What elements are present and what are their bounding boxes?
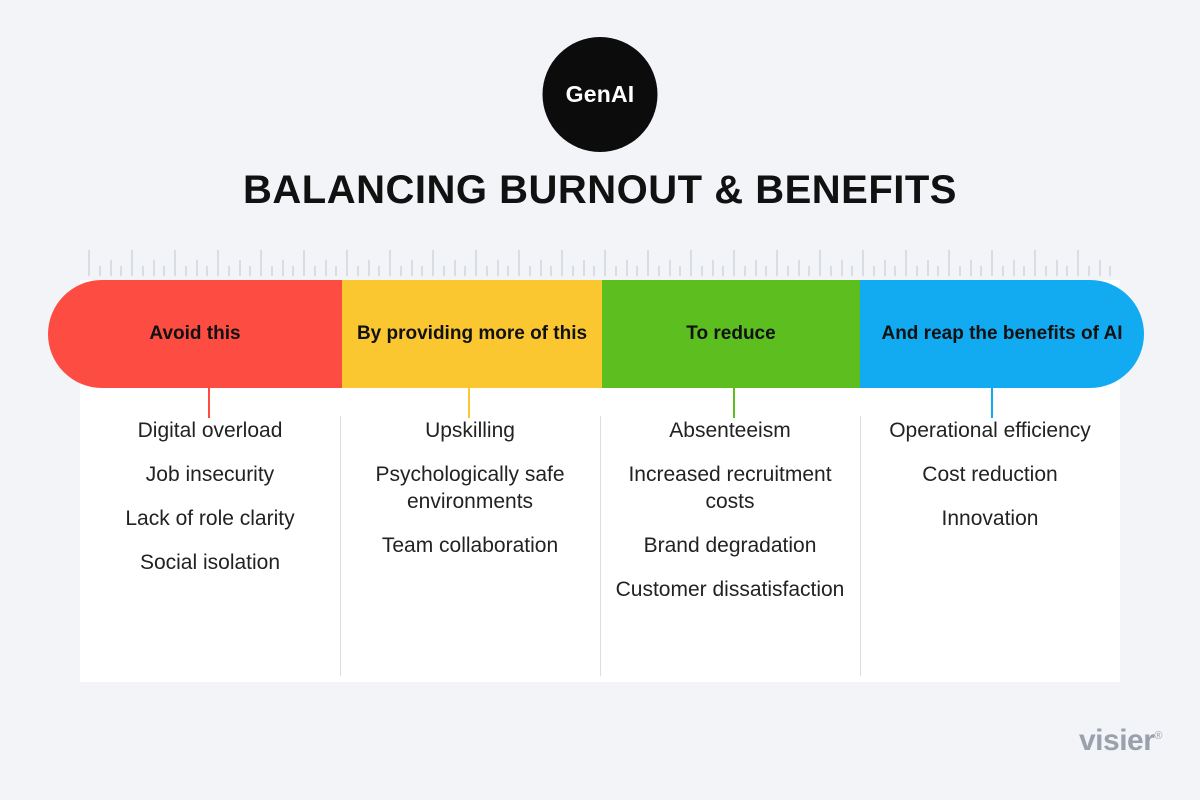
- ruler-tick: [357, 266, 359, 276]
- ruler-tick: [959, 266, 961, 276]
- ruler-tick: [153, 260, 155, 276]
- category-segment-avoid-this: [48, 280, 342, 388]
- ruler-tick: [260, 250, 262, 276]
- ruler-tick: [894, 266, 896, 276]
- ruler-tick: [626, 260, 628, 276]
- connector-stem-to-reduce: [733, 388, 735, 418]
- list-item: Psychologically safe environments: [375, 462, 565, 513]
- category-heading: To reduce: [686, 323, 776, 345]
- ruler-tick: [1066, 266, 1068, 276]
- ruler-tick: [550, 266, 552, 276]
- ruler-tick: [722, 266, 724, 276]
- ruler-tick: [744, 266, 746, 276]
- category-segment-to-reduce: [602, 280, 860, 388]
- ruler-tick: [314, 266, 316, 276]
- detail-column-to-reduce: [600, 418, 860, 658]
- ruler-tick: [443, 266, 445, 276]
- ruler-tick: [916, 266, 918, 276]
- ruler-tick: [615, 266, 617, 276]
- registered-mark-icon: ®: [1154, 730, 1162, 742]
- ruler-tick: [1002, 266, 1004, 276]
- detail-columns: [80, 418, 1120, 658]
- ruler-decoration: [88, 248, 1112, 276]
- ruler-tick: [884, 260, 886, 276]
- connector-stem-benefits-of-ai: [991, 388, 993, 418]
- ruler-tick: [712, 260, 714, 276]
- connector-stem-avoid-this: [208, 388, 210, 418]
- list-item: Absenteeism: [669, 419, 791, 442]
- ruler-tick: [733, 250, 735, 276]
- ruler-tick: [335, 266, 337, 276]
- ruler-tick: [1088, 266, 1090, 276]
- ruler-tick: [432, 250, 434, 276]
- ruler-tick: [970, 260, 972, 276]
- genai-badge-label: GenAI: [565, 81, 635, 107]
- ruler-tick: [163, 266, 165, 276]
- ruler-tick: [851, 266, 853, 276]
- ruler-tick: [830, 266, 832, 276]
- ruler-tick: [389, 250, 391, 276]
- list-item: Lack of role clarity: [125, 506, 295, 530]
- ruler-tick: [862, 250, 864, 276]
- detail-column-avoid-this: [80, 418, 340, 658]
- ruler-tick: [658, 266, 660, 276]
- ruler-tick: [991, 250, 993, 276]
- ruler-tick: [400, 266, 402, 276]
- ruler-tick: [583, 260, 585, 276]
- ruler-tick: [1099, 260, 1101, 276]
- ruler-tick: [142, 266, 144, 276]
- category-heading: Avoid this: [149, 323, 241, 345]
- category-heading: And reap the benefits of AI: [881, 323, 1123, 345]
- ruler-tick: [540, 260, 542, 276]
- ruler-tick: [131, 250, 133, 276]
- ruler-tick: [228, 266, 230, 276]
- ruler-tick: [1077, 250, 1079, 276]
- ruler-tick: [819, 250, 821, 276]
- ruler-tick: [636, 266, 638, 276]
- ruler-tick: [690, 250, 692, 276]
- category-segment-by-providing-more-of-this: [342, 280, 602, 388]
- list-item: Innovation: [941, 506, 1039, 530]
- ruler-tick: [937, 266, 939, 276]
- detail-column-by-providing-more-of-this: [340, 418, 600, 658]
- ruler-tick: [1034, 250, 1036, 276]
- ruler-tick: [292, 266, 294, 276]
- ruler-tick: [325, 260, 327, 276]
- ruler-tick: [475, 250, 477, 276]
- ruler-tick: [873, 266, 875, 276]
- ruler-tick: [378, 266, 380, 276]
- ruler-tick: [701, 266, 703, 276]
- ruler-tick: [765, 266, 767, 276]
- ruler-tick: [980, 266, 982, 276]
- ruler-tick: [421, 266, 423, 276]
- list-item: Team collaboration: [381, 533, 559, 557]
- ruler-tick: [99, 266, 101, 276]
- category-segment-and-reap-the-benefits-of-ai: [860, 280, 1144, 388]
- ruler-tick: [593, 266, 595, 276]
- ruler-tick: [282, 260, 284, 276]
- ruler-tick: [798, 260, 800, 276]
- ruler-tick: [110, 260, 112, 276]
- page-title: BALANCING BURNOUT & BENEFITS: [243, 168, 957, 212]
- ruler-tick: [271, 266, 273, 276]
- ruler-tick: [518, 250, 520, 276]
- visier-logo: [1079, 724, 1162, 758]
- list-item: Customer dissatisfaction: [615, 577, 845, 601]
- category-bar: [48, 280, 1144, 388]
- ruler-tick: [249, 266, 251, 276]
- category-heading: By providing more of this: [356, 323, 588, 345]
- list-item: Digital overload: [137, 419, 283, 442]
- list-item: Cost reduction: [922, 462, 1058, 486]
- ruler-tick: [927, 260, 929, 276]
- connector-stem-by-providing: [468, 388, 470, 418]
- ruler-tick: [174, 250, 176, 276]
- ruler-tick: [1013, 260, 1015, 276]
- ruler-tick: [185, 266, 187, 276]
- ruler-tick: [507, 266, 509, 276]
- ruler-tick: [1023, 266, 1025, 276]
- ruler-tick: [841, 260, 843, 276]
- ruler-tick: [669, 260, 671, 276]
- list-item: Social isolation: [139, 550, 281, 574]
- ruler-tick: [303, 250, 305, 276]
- ruler-tick: [604, 250, 606, 276]
- ruler-tick: [217, 250, 219, 276]
- detail-column-and-reap-the-benefits-of-ai: [860, 418, 1120, 658]
- ruler-tick: [346, 250, 348, 276]
- ruler-tick: [464, 266, 466, 276]
- genai-badge: [543, 37, 658, 152]
- list-item: Operational efficiency: [889, 419, 1091, 442]
- list-item: Increased recruitment costs: [628, 462, 832, 513]
- ruler-tick: [206, 266, 208, 276]
- ruler-tick: [196, 260, 198, 276]
- ruler-tick: [776, 250, 778, 276]
- list-item: Upskilling: [425, 419, 515, 442]
- ruler-tick: [948, 250, 950, 276]
- ruler-tick: [486, 266, 488, 276]
- ruler-tick: [411, 260, 413, 276]
- ruler-tick: [1056, 260, 1058, 276]
- ruler-tick: [755, 260, 757, 276]
- ruler-tick: [239, 260, 241, 276]
- ruler-tick: [529, 266, 531, 276]
- ruler-tick: [368, 260, 370, 276]
- ruler-tick: [679, 266, 681, 276]
- ruler-tick: [808, 266, 810, 276]
- ruler-tick: [1109, 266, 1111, 276]
- ruler-tick: [647, 250, 649, 276]
- ruler-tick: [905, 250, 907, 276]
- visier-logo-text: visier: [1078, 724, 1155, 757]
- ruler-tick: [561, 250, 563, 276]
- ruler-tick: [787, 266, 789, 276]
- ruler-tick: [497, 260, 499, 276]
- ruler-tick: [454, 260, 456, 276]
- ruler-tick: [1045, 266, 1047, 276]
- ruler-tick: [88, 250, 90, 276]
- list-item: Job insecurity: [145, 462, 275, 486]
- ruler-tick: [572, 266, 574, 276]
- ruler-tick: [120, 266, 122, 276]
- list-item: Brand degradation: [643, 533, 817, 557]
